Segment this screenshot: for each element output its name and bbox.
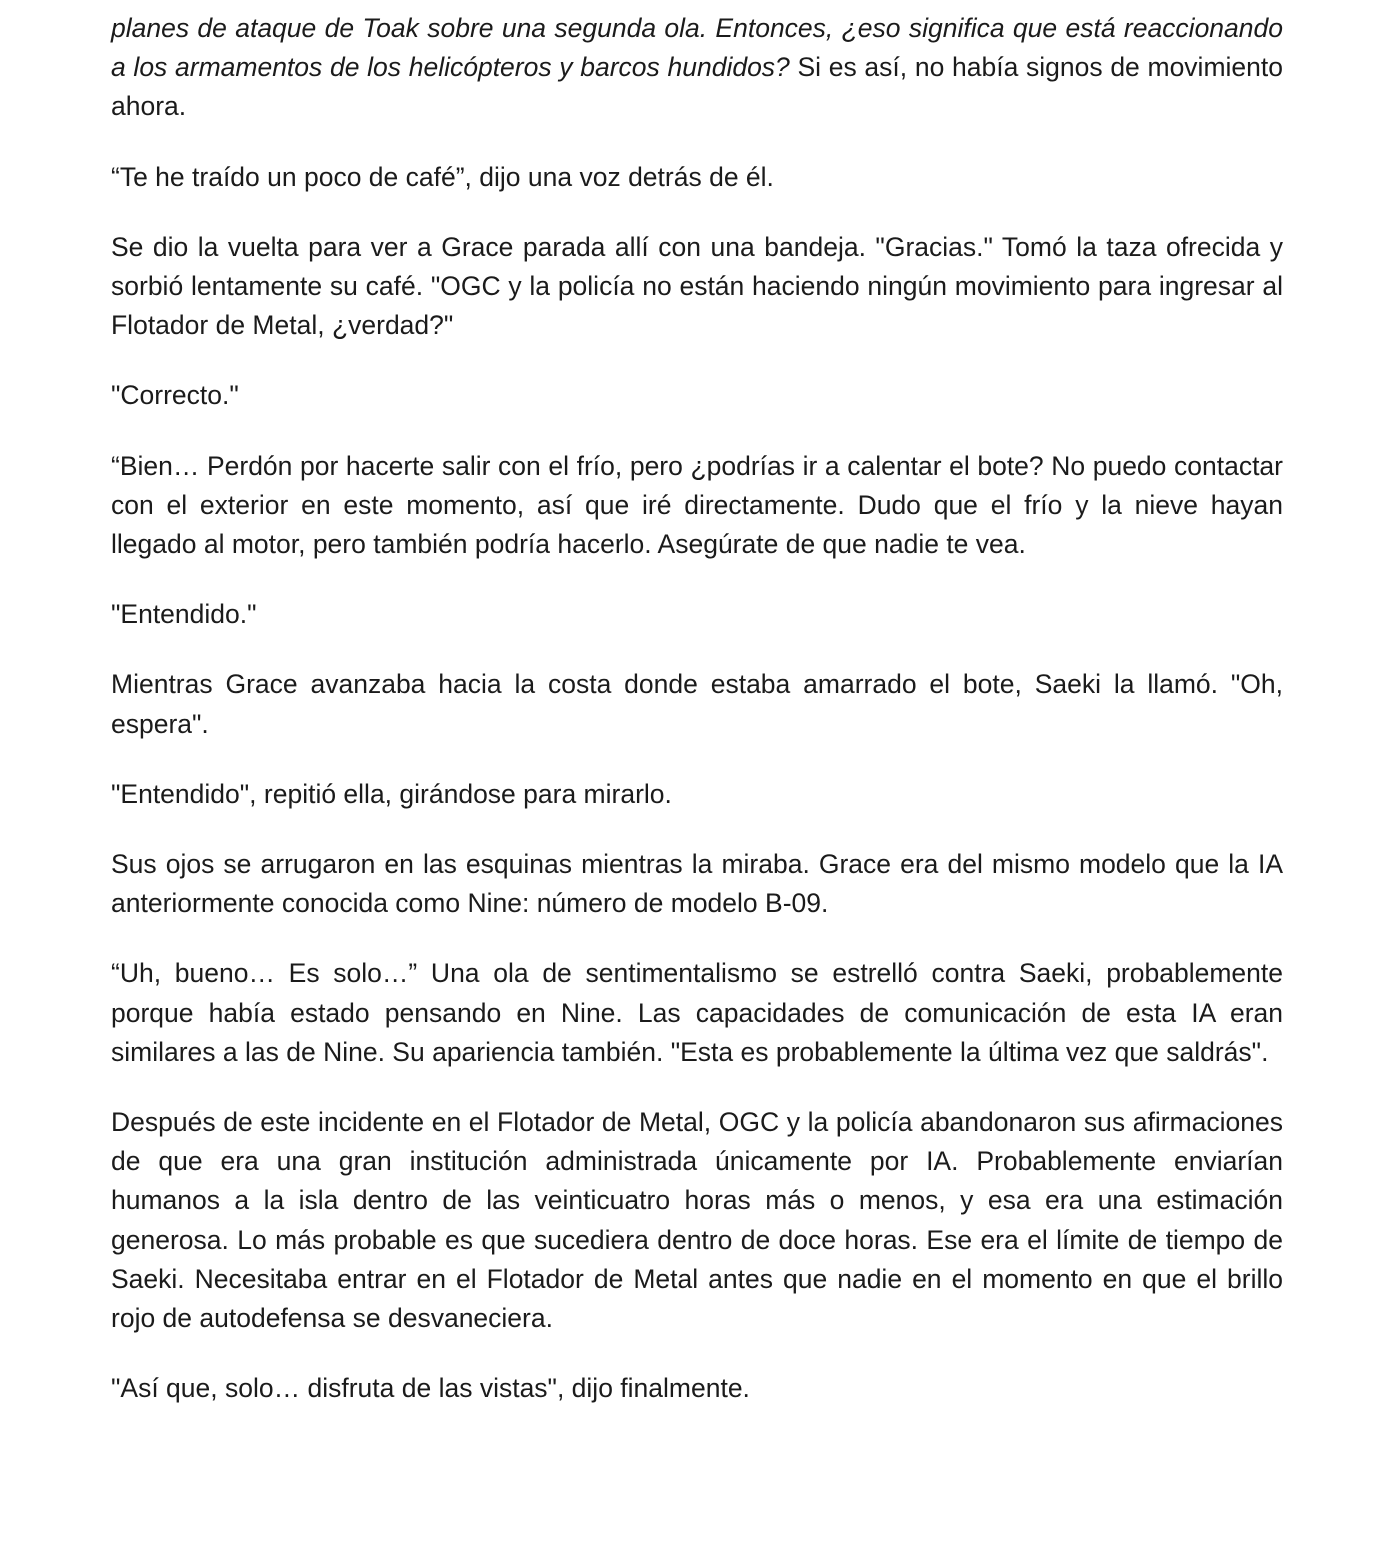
document-page bbox=[111, 9, 1283, 1439]
paragraph: “Uh, bueno… Es solo…” Una ola de sentimentalismo se estrelló contra Saeki, probablemente porque había estado pensando en Nine. Las capacidades de comunicación de esta IA eran similares a las de Nine. Su apariencia también. "Esta es probablemente la última vez que saldrás". bbox=[111, 958, 1283, 1067]
paragraph: "Correcto." bbox=[111, 380, 239, 411]
paragraph-text: Si es así, no había signos de movimiento ahora. bbox=[111, 52, 1283, 122]
paragraph bbox=[111, 9, 1283, 127]
italic-text: planes de ataque de Toak sobre una segunda ola. Entonces, ¿eso significa que está reaccionando a los armamentos de los helicópteros y barcos hundidos? bbox=[111, 13, 1283, 83]
paragraph: “Bien… Perdón por hacerte salir con el frío, pero ¿podrías ir a calentar el bote? No puedo contactar con el exterior en este momento, así que iré directamente. Dudo que el frío y la nieve hayan llegado al motor, pero también podría hacerlo. Asegúrate de que nadie te vea. bbox=[111, 450, 1283, 560]
paragraph: "Entendido." bbox=[111, 599, 257, 630]
paragraph: "Así que, solo… disfruta de las vistas", dijo finalmente. bbox=[111, 1373, 750, 1404]
paragraph: Se dio la vuelta para ver a Grace parada allí con una bandeja. "Gracias." Tomó la taza ofrecida y sorbió lentamente su café. "OGC y la policía no están haciendo ningún movimiento para ingresar al Flotador de Metal, ¿verdad?" bbox=[111, 231, 1283, 341]
paragraph: Después de este incidente en el Flotador de Metal, OGC y la policía abandonaron sus afirmaciones de que era una gran institución administrada únicamente por IA. Probablemente enviarían humanos a la isla dentro de las veinticuatro horas más o menos, y esa era una estimación generosa. Lo más probable es que sucediera dentro de doce horas. Ese era el límite de tiempo de Saeki. Necesitaba entrar en el Flotador de Metal antes que nadie en el momento en que el brillo rojo de autodefensa se desvaneciera. bbox=[111, 1107, 1283, 1334]
paragraph: Mientras Grace avanzaba hacia la costa donde estaba amarrado el bote, Saeki la llamó. "Oh, espera". bbox=[111, 669, 1283, 739]
paragraph: Sus ojos se arrugaron en las esquinas mientras la miraba. Grace era del mismo modelo que la IA anteriormente conocida como Nine: número de modelo B-09. bbox=[111, 849, 1283, 919]
paragraph: "Entendido", repitió ella, girándose para mirarlo. bbox=[111, 778, 672, 809]
paragraph: “Te he traído un poco de café”, dijo una voz detrás de él. bbox=[111, 161, 774, 192]
